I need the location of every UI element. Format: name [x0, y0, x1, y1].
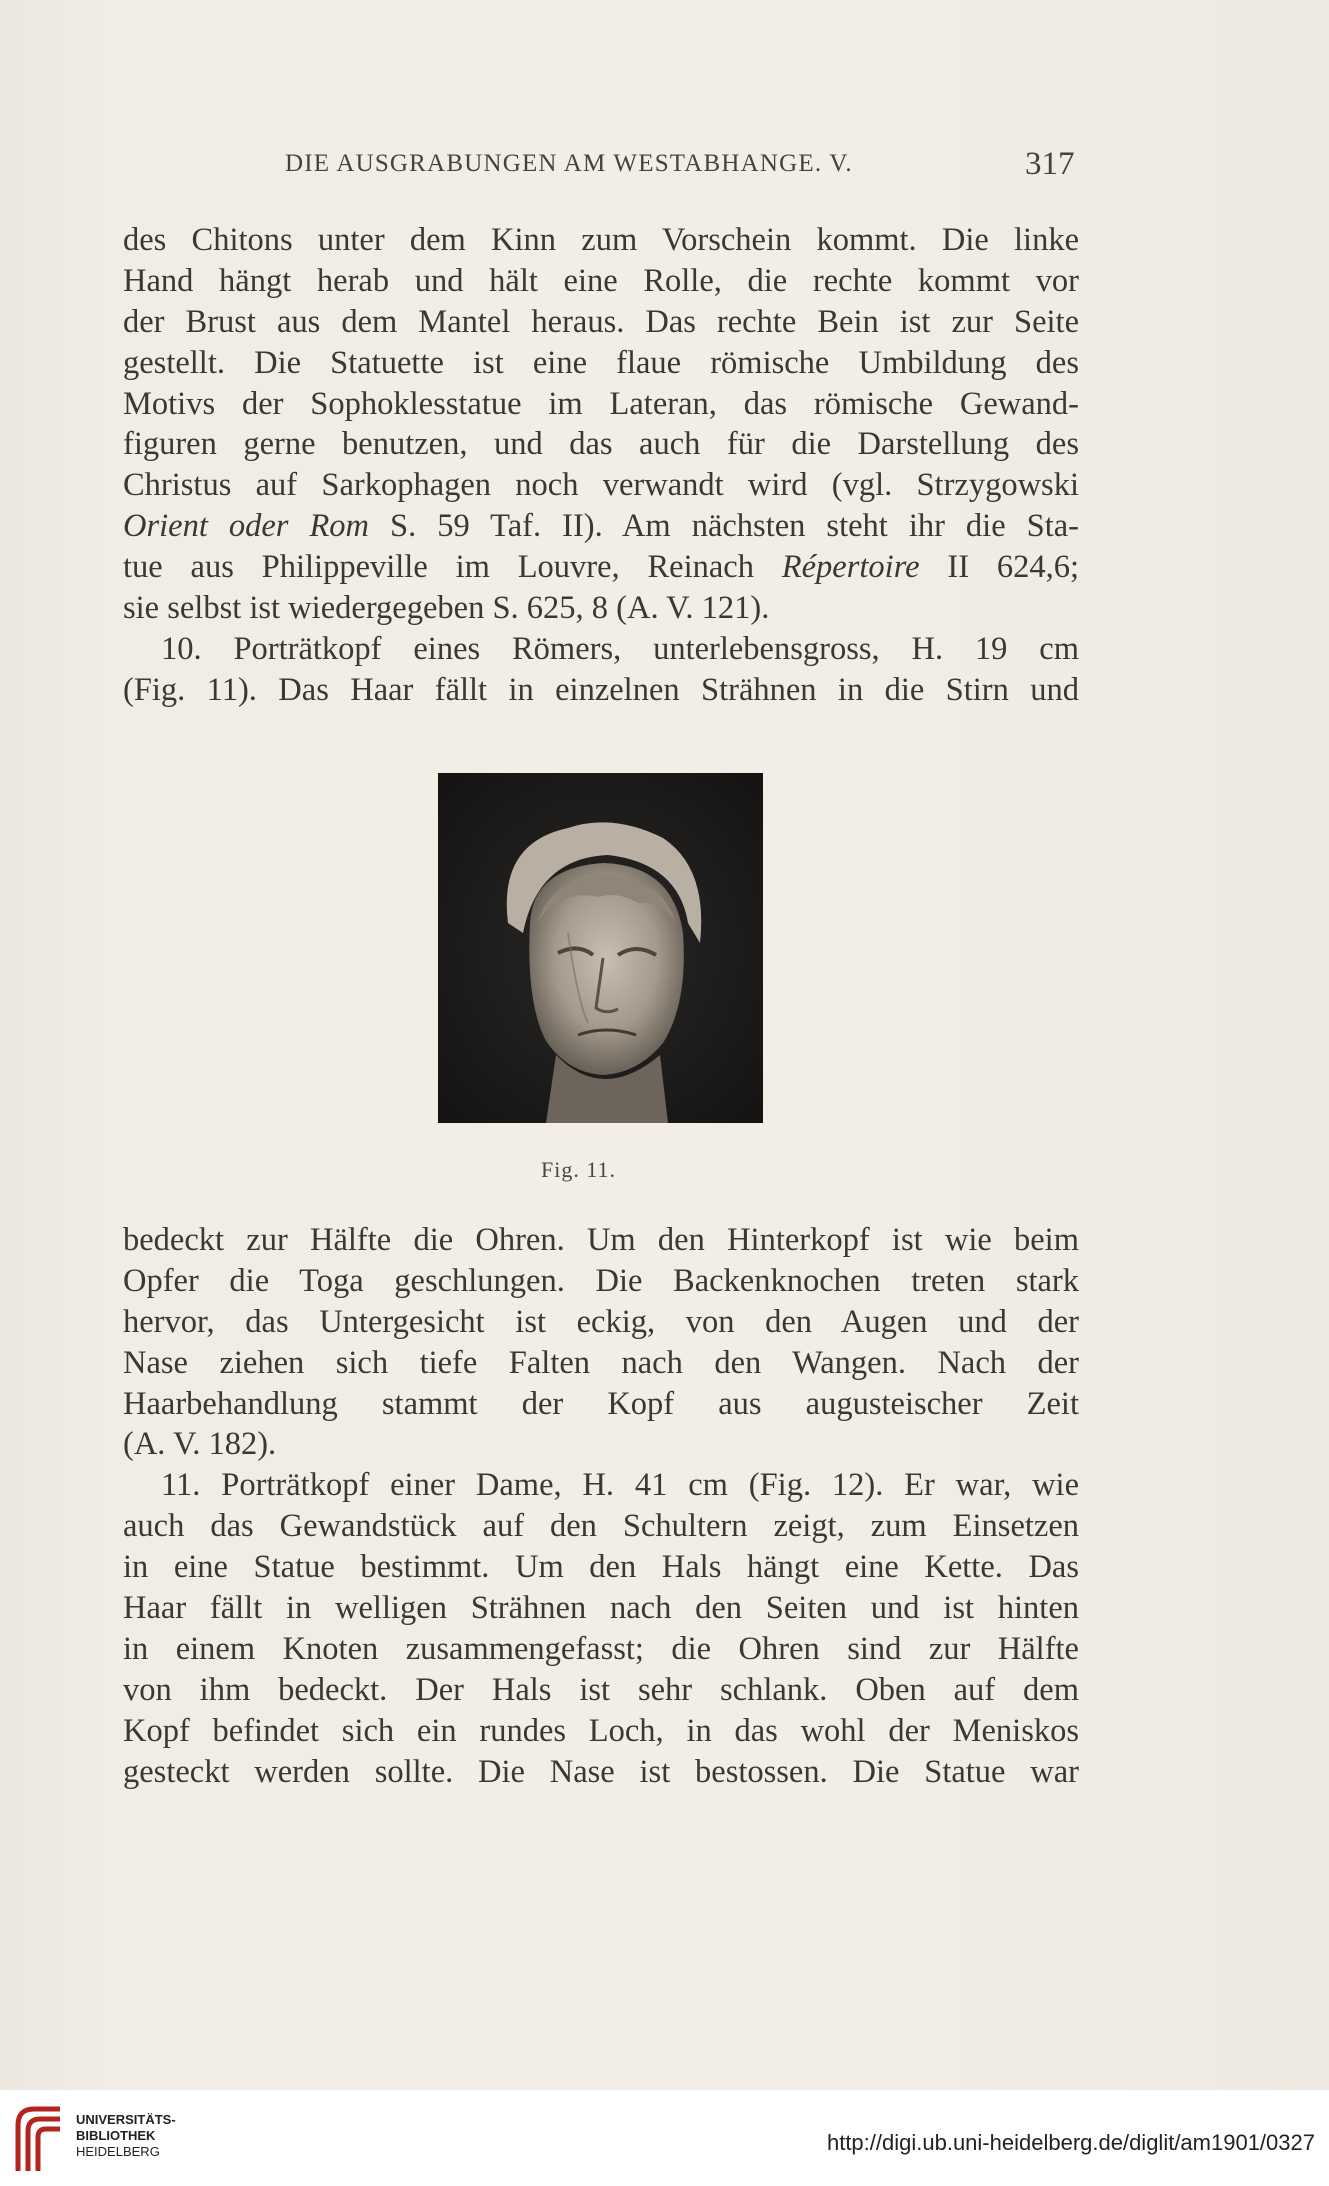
text-run: (Fig. 11). Das Haar fällt in einzelnen Strähnen in die Stirn und	[123, 671, 1079, 708]
text-line	[123, 343, 1079, 384]
text-block-bottom	[123, 1220, 1079, 1792]
text-run: figuren gerne benutzen, und das auch für die Darstellung des	[123, 426, 1079, 463]
text-line	[123, 588, 1079, 629]
text-line	[123, 1588, 1079, 1629]
text-line	[123, 1506, 1079, 1547]
text-line	[123, 1465, 1079, 1506]
text-run: (A. V. 182).	[123, 1426, 277, 1463]
text-run: Motivs der Sophoklesstatue im Lateran, das römische Gewand-	[123, 385, 1079, 422]
library-name-line-3: HEIDELBERG	[76, 2144, 160, 2159]
text-line	[123, 302, 1079, 343]
library-name-line-2: BIBLIOTHEK	[76, 2128, 156, 2143]
text-line	[123, 506, 1079, 547]
text-run: des Chitons unter dem Kinn zum Vorschein kommt. Die linke	[123, 222, 1079, 258]
text-line	[123, 670, 1079, 711]
library-name-line-1: UNIVERSITÄTS-	[76, 2112, 176, 2127]
text-line	[123, 1547, 1079, 1588]
text-line	[123, 1424, 1079, 1465]
text-run: II 624,6;	[919, 549, 1079, 586]
text-run: Hand hängt herab und hält eine Rolle, die rechte kommt vor	[123, 262, 1079, 299]
text-run: Opfer die Toga geschlungen. Die Backenknochen treten stark	[123, 1262, 1079, 1299]
text-line	[123, 1752, 1079, 1793]
library-name	[76, 2112, 176, 2160]
text-run: gestellt. Die Statuette ist eine flaue römische Umbildung des	[123, 344, 1079, 381]
text-run: 11. Porträtkopf einer Dame, H. 41 cm (Fig. 12). Er war, wie	[161, 1467, 1079, 1504]
text-line	[123, 1261, 1079, 1302]
text-run: Kopf befindet sich ein rundes Loch, in das wohl der Meniskos	[123, 1712, 1079, 1749]
text-line	[123, 547, 1079, 588]
text-line	[123, 629, 1079, 670]
library-logo-icon	[12, 2103, 66, 2173]
italic-title: Orient oder Rom	[123, 508, 370, 545]
text-line	[123, 1343, 1079, 1384]
source-url-link[interactable]: http://digi.ub.uni-heidelberg.de/diglit/am1901/0327	[826, 2130, 1315, 2155]
text-run: 10. Porträtkopf eines Römers, unterlebensgross, H. 19 cm	[161, 630, 1079, 667]
text-run: der Brust aus dem Mantel heraus. Das rechte Bein ist zur Seite	[123, 303, 1079, 340]
text-run: in eine Statue bestimmt. Um den Hals hängt eine Kette. Das	[123, 1549, 1079, 1586]
text-run: auch das Gewandstück auf den Schultern zeigt, zum Einsetzen	[123, 1508, 1079, 1545]
text-run: bedeckt zur Hälfte die Ohren. Um den Hinterkopf ist wie beim	[123, 1222, 1079, 1258]
text-run: sie selbst ist wiedergegeben S. 625, 8 (A. V. 121).	[123, 590, 770, 627]
running-title: DIE AUSGRABUNGEN AM WESTABHANGE. V.	[285, 150, 853, 177]
text-run: Haar fällt in welligen Strähnen nach den Seiten und ist hinten	[123, 1590, 1079, 1627]
text-run: in einem Knoten zusammengefasst; die Ohren sind zur Hälfte	[123, 1630, 1079, 1667]
text-run: gesteckt werden sollte. Die Nase ist bestossen. Die Statue war	[123, 1753, 1079, 1790]
text-line	[123, 1711, 1079, 1752]
text-line	[123, 1220, 1079, 1261]
text-line	[123, 1384, 1079, 1425]
text-line	[123, 261, 1079, 302]
text-run: Haarbehandlung stammt der Kopf aus augusteischer Zeit	[123, 1385, 1079, 1422]
italic-title: Répertoire	[781, 549, 920, 586]
text-line	[123, 1629, 1079, 1670]
text-line	[123, 1302, 1079, 1343]
text-run: tue aus Philippeville im Louvre, Reinach	[123, 549, 782, 586]
text-block-top	[123, 220, 1079, 711]
figure-portrait-head	[438, 773, 763, 1123]
text-line	[123, 220, 1079, 261]
text-run: Nase ziehen sich tiefe Falten nach den Wangen. Nach der	[123, 1344, 1079, 1381]
text-line	[123, 465, 1079, 506]
text-run: Christus auf Sarkophagen noch verwandt wird (vgl. Strzygowski	[123, 467, 1079, 504]
text-run: S. 59 Taf. II). Am nächsten steht ihr die Sta-	[369, 508, 1079, 545]
text-run: hervor, das Untergesicht ist eckig, von den Augen und der	[123, 1303, 1079, 1340]
text-line	[123, 424, 1079, 465]
text-run: von ihm bedeckt. Der Hals ist sehr schlank. Oben auf dem	[123, 1671, 1079, 1708]
text-line	[123, 384, 1079, 425]
page-number: 317	[1025, 146, 1075, 182]
text-line	[123, 1670, 1079, 1711]
figure-caption: Fig. 11.	[541, 1157, 617, 1182]
